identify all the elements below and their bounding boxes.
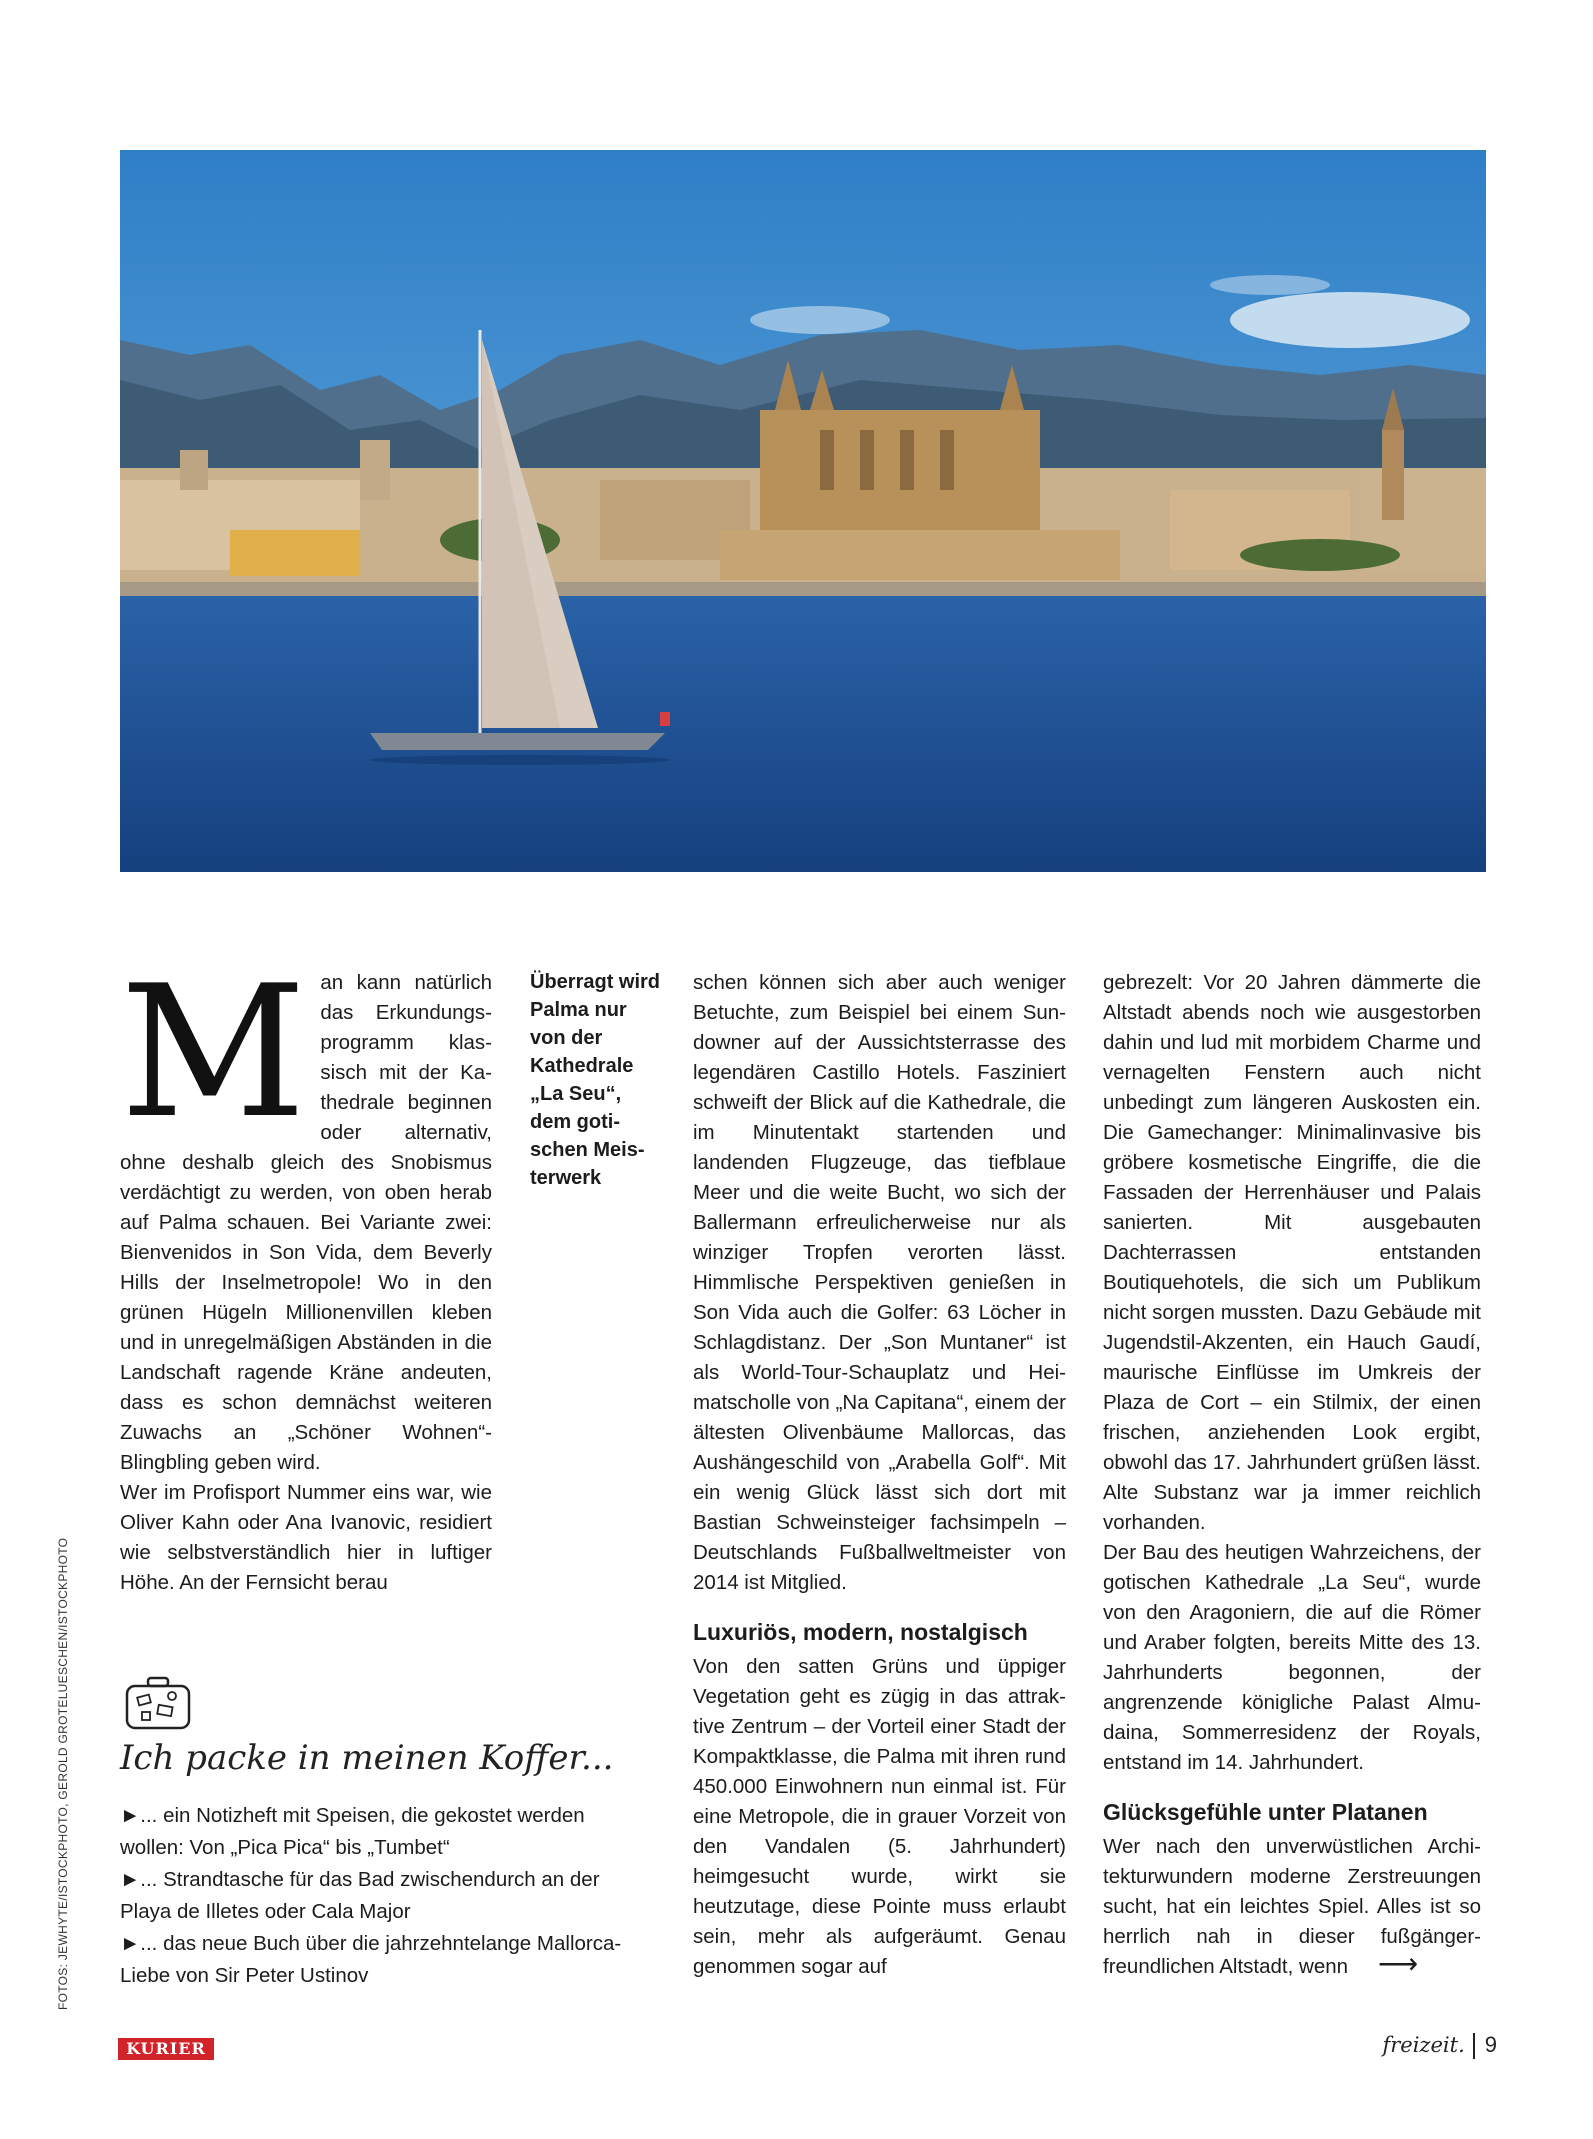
suitcase-icon <box>124 1676 192 1732</box>
article-column-3 <box>1103 968 1481 1982</box>
section-heading: Luxuriös, modern, nostalgisch <box>693 1619 1028 1645</box>
list-item: ►... ein Notizheft mit Speisen, die gekostet werden wollen: Von „Pica Pica“ bis „Tumbet“ <box>120 1804 585 1859</box>
paragraph: Von den satten Grüns und üppiger Vegetation geht es zügig in das attraktive Zentrum – der Vorteil einer Stadt der Kompaktklasse, die Palma mit ihren rund 450.000 Einwohnern nun einmal ist. Für eine Metropole, die in grauer Vorzeit von den Vandalen (5. Jahrhundert) heimgesucht wurde, wirkt sie heutzutage, diese Pointe muss erlaubt sein, mehr als aufgeräumt. Genau genommen sogar auf <box>693 1655 1066 1978</box>
packing-box-title: Ich packe in meinen Koffer... <box>120 1738 614 1778</box>
paragraph: Der Bau des heutigen Wahrzeichens, der gotischen Kathedrale „La Seu“, wurde von den Aragoniern, die auf die Römer und Araber folgten, bereits Mitte des 13. Jahrhunderts begonnen, der angrenzende königliche Palast Almudaina, Sommerresidenz der Royals, entstand im 14. Jahrhundert. <box>1103 1541 1481 1774</box>
paragraph: schen können sich aber auch weniger Betuchte, zum Beispiel bei einem Sundowner auf der Aussichtsterrasse des legendären Castillo Hotels. Fasziniert schweift der Blick auf die Kathedrale, die im Minutentakt startenden und landenden Flugzeuge, das tiefblaue Meer und die weite Bucht, wo sich der Ballermann erfreulicherweise nur als winziger Tropfen verorten lässt. Himmlische Perspektiven genießen in Son Vida auch die Golfer: 63 Löcher in Schlagdistanz. Der „Son Muntaner“ ist als World-Tour-Schauplatz und Heimatscholle von „Na Capitana“, einem der ältesten Olivenbäume Mallorcas, das Aushängeschild von „Arabella Golf“. Mit ein wenig Glück lässt sich dort mit Bastian Schweinsteiger fachsimpeln – Deutschlands Fußballweltmeister von 2014 ist Mitglied. <box>693 971 1066 1594</box>
footer-divider <box>1473 2033 1475 2059</box>
packing-list <box>120 1800 640 1992</box>
paragraph <box>1103 1832 1481 1982</box>
list-item: ►... das neue Buch über die jahrzehntelange Mallorca-Liebe von Sir Peter Ustinov <box>120 1932 622 1987</box>
kurier-logo: KURIER <box>118 2038 214 2060</box>
paragraph: gebrezelt: Vor 20 Jahren dämmerte die Altstadt abends noch wie ausgestorben dahin und lud mit morbidem Charme und vernagelten Fenstern auch nicht unbedingt zum längeren Auskosten ein. Die Gamechanger: Minimalinvasive bis gröbere kosmetische Eingriffe, die die Fassaden der Herrenhäuser und Palais sanierten. Mit ausgebauten Dachterrassen entstanden Boutiquehotels, die sich um Publikum nicht sorgen mussten. Dazu Gebäude mit Jugendstil-Akzenten, ein Hauch Gaudí, maurische Einflüsse im Umkreis der Plaza de Cort – ein Stilmix, der einen frischen, anziehenden Look ergibt, obwohl das 17. Jahrhundert grüßen lässt. Alte Substanz war ja immer reichlich vorhanden. <box>1103 971 1481 1534</box>
lead-paragraph <box>120 946 492 1478</box>
drop-cap: M <box>120 946 307 1158</box>
section-heading: Glücksgefühle unter Platanen <box>1103 1799 1428 1825</box>
page-footer <box>1382 2032 1497 2059</box>
paragraph: Wer im Profisport Nummer eins war, wie Oliver Kahn oder Ana Ivanovic, residiert wie selbstverständlich hier in luftiger Höhe. An der Fernsicht berau <box>120 1481 492 1594</box>
list-item: ►... Strandtasche für das Bad zwischendurch an der Playa de Illetes oder Cala Major <box>120 1868 600 1923</box>
photo-caption: Überragt wird Palma nur von der Kathedrale „La Seu“, dem gotischen Meisterwerk <box>530 971 661 1189</box>
lead-text: an kann natürlich das Erkundungsprogramm klassisch mit der Kathedrale beginnen oder alternativ, ohne deshalb gleich des Snobismus verdächtigt zu werden, von oben herab auf Palma schauen. Bei Variante zwei: Bienvenidos in Son Vida, dem Beverly Hills der Inselmetropole! Wo in den grünen Hügeln Millionenvillen kleben und in unregelmäßigen Abständen in die Landschaft ragende Kräne andeuten, dass es schon demnächst weiteren Zuwachs an „Schöner Wohnen“-Blingbling geben wird. <box>120 971 492 1474</box>
photo-credit-text: FOTOS: JEWHYTE/ISTOCKPHOTO, GEROLD GROTELUESCHEN/ISTOCKPHOTO <box>56 1537 70 2010</box>
continue-arrow-icon[interactable]: ⟶ <box>1378 1948 1419 1979</box>
page-number: 9 <box>1484 2032 1497 2057</box>
photo-credit <box>56 1470 76 2010</box>
magazine-name: freizeit. <box>1382 2033 1465 2057</box>
hero-photo <box>120 150 1486 872</box>
article-column-1 <box>120 946 492 1598</box>
article-column-2 <box>693 968 1066 1982</box>
paragraph-text: Wer nach den unverwüstlichen Architekturwundern moderne Zerstreuungen sucht, hat ein leichtes Spiel. Alles ist so herrlich nah in dieser fußgängerfreundlichen Altstadt, wenn <box>1103 1835 1481 1978</box>
